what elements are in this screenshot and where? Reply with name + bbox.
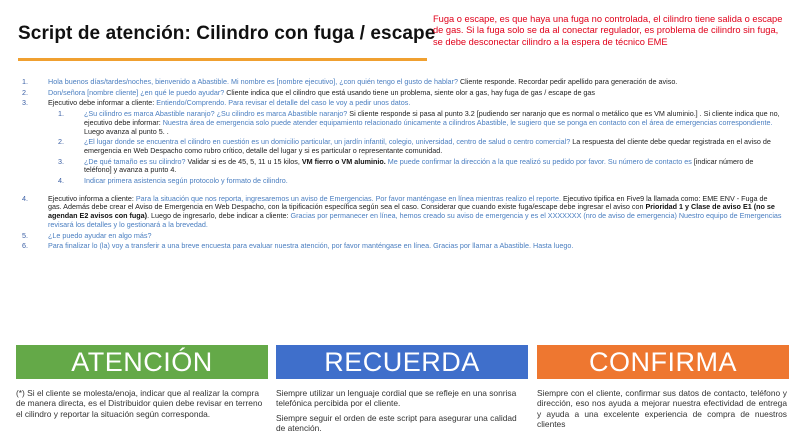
step-number: 4. (58, 176, 64, 186)
step-speech: Entiendo/Comprendo. Para revisar el detalle del caso le voy a pedir unos datos. (156, 98, 411, 108)
step-speech: ¿Su cilindro es marca Abastible naranjo? ¿Su cilindro es marca Abastible naranjo? (84, 109, 348, 119)
step-number: 1. (58, 109, 64, 119)
step-speech: Don/señora [nombre cliente] ¿en qué le puedo ayudar? (48, 87, 225, 97)
confirma-banner: CONFIRMA (537, 345, 789, 379)
step-speech: Hola buenos días/tardes/noches, bienvenido a Abastible. Mi nombre es [nombre ejecutivo], ¿con quién tengo el gusto de hablar? (48, 77, 458, 86)
script-substep-3-4 (22, 177, 782, 186)
recuerda-text (276, 388, 526, 438)
step-instruction: Cliente indica que el cilindro que está usando tiene un problema, siente olor a gas, hay fuga de gas / escape de gas (224, 87, 596, 97)
step-number: 2. (22, 87, 28, 97)
page-title: Script de atención: Cilindro con fuga / escape (18, 23, 436, 44)
atencion-text (16, 388, 266, 423)
confirma-paragraph: Siempre con el cliente, confirmar sus datos de contacto, teléfono y dirección, eso nos ayuda a mejorar nuestra efectividad de entrega y ayuda a una excelente experiencia de compra de nuestros clientes (537, 388, 787, 430)
step-speech: ¿De qué tamaño es su cilindro? (84, 156, 186, 166)
step-instruction: Si cliente responde si pasa al punto 3.2 [pudiendo ser naranjo que es normal o metálico que es VM aluminio.] . Si cliente indica que no, ejecutivo debe informar: (84, 109, 780, 127)
script-step-6 (22, 242, 782, 251)
step-number: 5. (22, 230, 28, 240)
step-instruction: Validar si es de 45, 5, 11 u 15 kilos, (185, 156, 302, 166)
step-instruction: Ejecutivo tipifica en Five9 la llamada como: EME ENV - Fuga de gas. Además debe crear el Aviso de Emergencia en Web Despacho, con la tipificación específica según sea el caso. Considerar que cuando existe fuga/escape debe ingresar el aviso con (48, 193, 768, 212)
recuerda-banner: RECUERDA (276, 345, 528, 379)
step-instruction: Cliente responde. Recordar pedir apellido para generación de aviso. (457, 77, 678, 86)
script-list (22, 78, 782, 253)
fuga-definition-note: Fuga o escape, es que haya una fuga no controlada, el cilindro tiene salida o escape de gas. Si la fuga solo se da al conectar regulador, es problema de cilindro sin fuga, se debe desconectar cilindro a la espera de técnico EME (433, 14, 783, 47)
script-step-5 (22, 232, 782, 241)
step-number: 3. (58, 156, 64, 166)
script-substep-3-3 (22, 158, 782, 175)
step-number: 6. (22, 241, 28, 251)
script-step-3 (22, 99, 782, 108)
step-instruction: [indicar número de teléfono] y avanza a punto 4. (84, 156, 754, 175)
script-substep-3-1 (22, 110, 782, 136)
confirma-text (537, 388, 787, 434)
script-step-2 (22, 89, 782, 98)
step-speech: Indicar primera asistencia según protocolo y formato de cilindro. (84, 176, 288, 186)
atencion-paragraph: (*) Si el cliente se molesta/enoja, indicar que al realizar la compra de manera directa, es el Distribuidor quien debe revisar en terreno el cilindro y reportar la situación según corresponda. (16, 388, 263, 419)
step-speech: Para la situación que nos reporta, ingresaremos un aviso de Emergencias. Por favor manténgase en línea mientras realizo el reporte. (135, 193, 561, 203)
step-instruction: Ejecutivo informa a cliente: (48, 193, 136, 203)
step-instruction: La respuesta del cliente debe quedar registrada en el aviso de emergencia en Web Despacho como rubro crítico, detalle del lugar y si es particular o representante comunidad. (84, 137, 771, 155)
step-speech: Me puede confirmar la dirección a la que realizó su pedido por favor. Su número de contacto es (385, 156, 692, 166)
step-emphasis: Prioridad 1 y Clase de aviso E1 (no se agendan E2 avisos con fuga) (48, 202, 775, 221)
script-step-4 (22, 195, 782, 230)
step-instruction: Luego avanza al punto 5. . (84, 126, 169, 136)
step-number: 3. (22, 98, 28, 108)
step-emphasis: VM fierro o VM aluminio. (301, 156, 386, 166)
step-speech: Gracias por permanecer en línea, hemos creado su aviso de emergencia y es el XXXXXXX (nro de aviso de emergencia) Nuestro equipo de Emergencias revisará los detalles y lo gestionará a la brevedad. (48, 211, 782, 229)
step-speech: Para finalizar lo (la) voy a transferir a una breve encuesta para evaluar nuestra atención, por favor manténgase en línea. Gracias por llamar a Abastible. Hasta luego. (48, 241, 574, 251)
step-speech: ¿Le puedo ayudar en algo más? (48, 230, 152, 240)
step-instruction: . Luego de ingresarlo, debe indicar a cliente: (147, 211, 291, 221)
step-number: 2. (58, 137, 64, 147)
script-step-1 (22, 78, 782, 87)
atencion-banner: ATENCIÓN (16, 345, 268, 379)
step-speech: Nuestra área de emergencia solo puede atender equipamiento relacionado únicamente a cilindros Abastible, le sugiero que se ponga en contacto con el área de emergencias correspondiente. (162, 117, 773, 127)
recuerda-paragraph-2: Siempre seguir el orden de este script para asegurar una calidad de atención. (276, 412, 517, 434)
script-substep-3-2 (22, 138, 782, 155)
step-speech: ¿El lugar donde se encuentra el cilindro en cuestión es un domicilio particular, un jardín infantil, colegio, universidad, centro de salud o centro comercial? (84, 137, 571, 147)
recuerda-paragraph-1: Siempre utilizar un lenguaje cordial que se refleje en una sonrisa telefónica percibida por el cliente. (276, 388, 517, 409)
step-number: 1. (22, 77, 28, 86)
step-instruction: Ejecutivo debe informar a cliente: (48, 98, 157, 108)
title-underline (18, 58, 427, 61)
step-number: 4. (22, 193, 28, 203)
